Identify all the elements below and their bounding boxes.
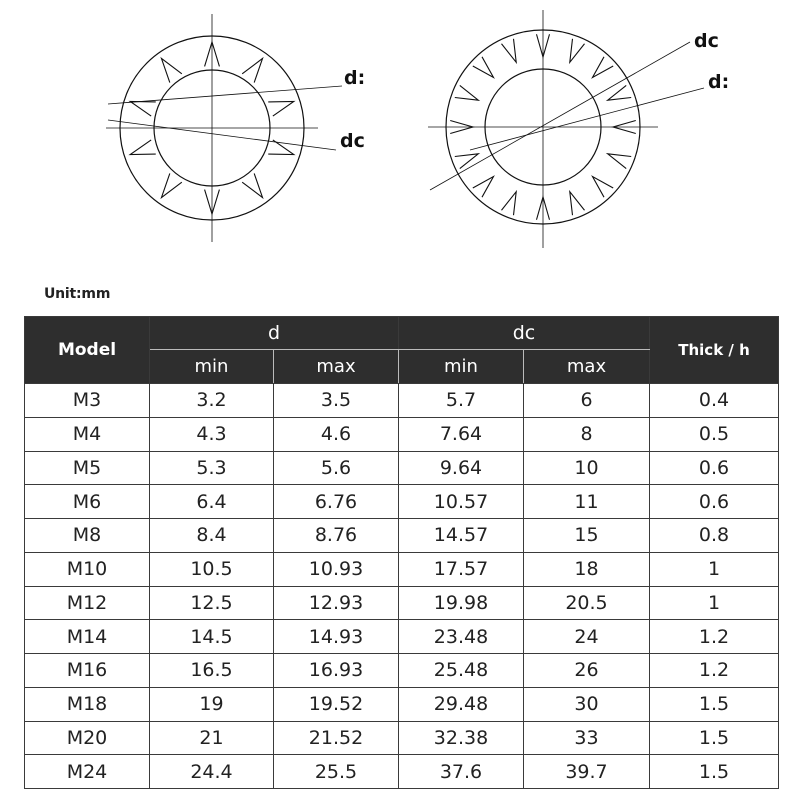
dc-min-header: min bbox=[399, 350, 524, 384]
table-row bbox=[25, 417, 779, 451]
model-cell: M18 bbox=[25, 687, 150, 721]
tooth bbox=[473, 57, 494, 78]
tooth bbox=[455, 85, 479, 100]
model-cell: M24 bbox=[25, 755, 150, 789]
thickness-cell: 1.2 bbox=[650, 620, 779, 654]
thickness-cell: 0.4 bbox=[650, 384, 779, 418]
table-row bbox=[25, 721, 779, 755]
tooth bbox=[608, 154, 632, 169]
d-min-cell: 14.5 bbox=[150, 620, 274, 654]
dc-min-cell: 5.7 bbox=[399, 384, 524, 418]
tooth bbox=[130, 101, 156, 116]
dc-max-cell: 39.7 bbox=[524, 755, 650, 789]
tooth bbox=[501, 192, 516, 216]
table-header bbox=[25, 317, 779, 384]
model-cell: M16 bbox=[25, 654, 150, 688]
dc-min-cell: 17.57 bbox=[399, 552, 524, 586]
model-cell: M14 bbox=[25, 620, 150, 654]
model-cell: M8 bbox=[25, 519, 150, 553]
dc-max-cell: 33 bbox=[524, 721, 650, 755]
d-min-cell: 24.4 bbox=[150, 755, 274, 789]
dc-max-header: max bbox=[524, 350, 650, 384]
dc-min-cell: 29.48 bbox=[399, 687, 524, 721]
d-min-cell: 8.4 bbox=[150, 519, 274, 553]
table-row bbox=[25, 654, 779, 688]
tooth bbox=[130, 140, 156, 155]
d-max-cell: 14.93 bbox=[274, 620, 399, 654]
dc-min-cell: 37.6 bbox=[399, 755, 524, 789]
d-min-cell: 16.5 bbox=[150, 654, 274, 688]
d-max-cell: 10.93 bbox=[274, 552, 399, 586]
thickness-cell: 1 bbox=[650, 552, 779, 586]
tooth bbox=[268, 101, 294, 116]
table-row bbox=[25, 620, 779, 654]
dc-max-cell: 8 bbox=[524, 417, 650, 451]
table-row bbox=[25, 485, 779, 519]
tooth bbox=[242, 58, 262, 82]
tooth bbox=[592, 57, 613, 78]
d-max-cell: 5.6 bbox=[274, 451, 399, 485]
dc-max-cell: 15 bbox=[524, 519, 650, 553]
dc-min-cell: 19.98 bbox=[399, 586, 524, 620]
thickness-header: Thick / h bbox=[650, 317, 779, 384]
d-min-cell: 21 bbox=[150, 721, 274, 755]
d-min-cell: 4.3 bbox=[150, 417, 274, 451]
dc-min-cell: 10.57 bbox=[399, 485, 524, 519]
tooth bbox=[608, 85, 632, 100]
thickness-cell: 0.6 bbox=[650, 485, 779, 519]
model-cell: M5 bbox=[25, 451, 150, 485]
d-min-cell: 12.5 bbox=[150, 586, 274, 620]
thickness-cell: 0.6 bbox=[650, 451, 779, 485]
tooth bbox=[242, 173, 262, 197]
tooth bbox=[455, 154, 479, 169]
model-cell: M4 bbox=[25, 417, 150, 451]
tooth bbox=[570, 39, 585, 63]
d-max-cell: 16.93 bbox=[274, 654, 399, 688]
dc-max-cell: 30 bbox=[524, 687, 650, 721]
unit-label: Unit:mm bbox=[44, 286, 111, 302]
dc-leader-line bbox=[108, 120, 336, 150]
d-leader-line bbox=[470, 88, 704, 150]
d-max-cell: 3.5 bbox=[274, 384, 399, 418]
external-tooth-washer-drawing bbox=[428, 10, 704, 248]
d-min-cell: 6.4 bbox=[150, 485, 274, 519]
d-min-cell: 19 bbox=[150, 687, 274, 721]
d-min-cell: 5.3 bbox=[150, 451, 274, 485]
d-max-cell: 21.52 bbox=[274, 721, 399, 755]
table-body bbox=[25, 384, 779, 789]
model-cell: M3 bbox=[25, 384, 150, 418]
dc-max-cell: 11 bbox=[524, 485, 650, 519]
thickness-cell: 1.2 bbox=[650, 654, 779, 688]
dc-max-cell: 26 bbox=[524, 654, 650, 688]
dc-max-cell: 10 bbox=[524, 451, 650, 485]
thickness-cell: 1.5 bbox=[650, 687, 779, 721]
right-d-label: d: bbox=[708, 71, 730, 93]
left-dc-label: dc bbox=[340, 130, 365, 152]
dc-max-cell: 20.5 bbox=[524, 586, 650, 620]
model-header: Model bbox=[25, 317, 150, 384]
dc-min-cell: 23.48 bbox=[399, 620, 524, 654]
tooth bbox=[501, 39, 516, 63]
model-cell: M12 bbox=[25, 586, 150, 620]
dc-min-cell: 25.48 bbox=[399, 654, 524, 688]
table-row bbox=[25, 519, 779, 553]
table-row bbox=[25, 586, 779, 620]
dc-min-cell: 14.57 bbox=[399, 519, 524, 553]
left-d-label: d: bbox=[344, 67, 366, 89]
d-min-header: min bbox=[150, 350, 274, 384]
thickness-cell: 1.5 bbox=[650, 721, 779, 755]
internal-tooth-washer-drawing bbox=[106, 14, 342, 242]
thickness-cell: 0.8 bbox=[650, 519, 779, 553]
d-max-cell: 6.76 bbox=[274, 485, 399, 519]
tooth bbox=[268, 140, 294, 155]
d-header: d bbox=[150, 317, 399, 350]
d-max-cell: 25.5 bbox=[274, 755, 399, 789]
tooth bbox=[570, 192, 585, 216]
d-leader-line bbox=[108, 86, 342, 104]
dc-max-cell: 6 bbox=[524, 384, 650, 418]
dc-min-cell: 32.38 bbox=[399, 721, 524, 755]
table-row bbox=[25, 552, 779, 586]
tooth bbox=[592, 176, 613, 197]
d-max-cell: 12.93 bbox=[274, 586, 399, 620]
thickness-cell: 1 bbox=[650, 586, 779, 620]
model-cell: M20 bbox=[25, 721, 150, 755]
d-min-cell: 3.2 bbox=[150, 384, 274, 418]
d-max-cell: 19.52 bbox=[274, 687, 399, 721]
washer-diagrams bbox=[0, 0, 800, 260]
washer-spec-table bbox=[24, 316, 779, 789]
dc-min-cell: 7.64 bbox=[399, 417, 524, 451]
dc-max-cell: 18 bbox=[524, 552, 650, 586]
thickness-cell: 0.5 bbox=[650, 417, 779, 451]
d-max-cell: 4.6 bbox=[274, 417, 399, 451]
table-row bbox=[25, 451, 779, 485]
dc-header: dc bbox=[399, 317, 650, 350]
d-min-cell: 10.5 bbox=[150, 552, 274, 586]
d-max-header: max bbox=[274, 350, 399, 384]
dc-max-cell: 24 bbox=[524, 620, 650, 654]
tooth bbox=[473, 176, 494, 197]
table-row bbox=[25, 687, 779, 721]
model-cell: M10 bbox=[25, 552, 150, 586]
right-dc-label: dc bbox=[694, 30, 719, 52]
table-row bbox=[25, 384, 779, 418]
d-max-cell: 8.76 bbox=[274, 519, 399, 553]
tooth bbox=[161, 58, 181, 82]
thickness-cell: 1.5 bbox=[650, 755, 779, 789]
tooth bbox=[161, 173, 181, 197]
table-row bbox=[25, 755, 779, 789]
dc-min-cell: 9.64 bbox=[399, 451, 524, 485]
model-cell: M6 bbox=[25, 485, 150, 519]
